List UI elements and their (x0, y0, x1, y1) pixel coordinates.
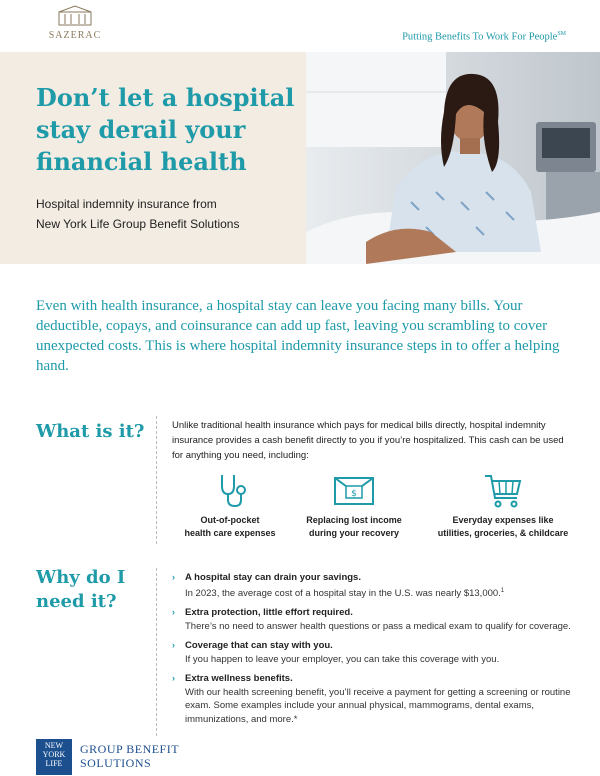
why-item-title: Coverage that can stay with you. (185, 640, 333, 652)
stethoscope-icon (210, 470, 250, 510)
service-mark: SM (557, 31, 566, 37)
chevron-right-icon: › (172, 607, 175, 618)
feature-out-of-pocket (160, 470, 300, 540)
feature-2-line2: during your recovery (308, 528, 400, 538)
shopping-cart-icon (481, 470, 525, 510)
chevron-right-icon: › (172, 640, 175, 651)
chevron-right-icon: › (172, 572, 175, 582)
divider-what (156, 416, 157, 544)
what-heading: What is it? (36, 421, 145, 442)
brand-line2: SOLUTIONS (80, 756, 152, 770)
list-item (172, 606, 572, 633)
hero-subtitle-line1: Hospital indemnity insurance from (36, 197, 217, 211)
feature-lost-income (284, 470, 424, 540)
hero-subtitle-line2: New York Life Group Benefit Solutions (36, 217, 240, 231)
building-emblem-icon (55, 4, 95, 26)
money-envelope-icon (331, 470, 377, 510)
nyl-line3: LIFE (45, 759, 63, 768)
what-body: Unlike traditional health insurance which pays for medical bills directly, hospital indemnity insurance provides a cash benefit directly to you if you’re hospitalized. This cash can be used for anything you need, including: (172, 420, 564, 461)
feature-3-line2: utilities, groceries, & childcare (437, 528, 569, 538)
why-list (172, 571, 572, 732)
why-item-desc: With our health screening benefit, you’ll receive a payment for getting a screening or routine exam. Some examples include your annual physical, mammograms, dental exams, immunizations, and more.* (185, 686, 571, 725)
logo-text: SAZERAC (48, 30, 102, 41)
why-heading (36, 566, 125, 614)
why-item-desc: If you happen to leave your employer, you can take this coverage with you. (185, 653, 500, 665)
tagline-text: Putting Benefits To Work For People (402, 31, 558, 43)
why-item-desc (185, 585, 572, 601)
group-benefit-solutions-wordmark (80, 742, 179, 770)
brand-line1: GROUP BENEFIT (80, 742, 180, 756)
why-item-desc-text: In 2023, the average cost of a hospital stay in the U.S. was nearly $13,000. (185, 587, 501, 599)
feature-1-line2: health care expenses (184, 528, 276, 538)
footnote-ref: 1 (500, 587, 505, 594)
tagline (402, 31, 566, 43)
chevron-right-icon: › (172, 673, 175, 684)
why-item-title: A hospital stay can drain your savings. (185, 572, 361, 583)
sazerac-logo (44, 4, 106, 41)
intro-paragraph: Even with health insurance, a hospital stay can leave you facing many bills. Your deductible, copays, and coinsurance can add up fast, leaving you scrambling to cover unexpected costs. This is where hospital indemnity insurance steps in to offer a helping hand. (36, 298, 560, 374)
list-item (172, 571, 572, 600)
why-heading-line2: need it? (36, 591, 117, 612)
feature-1-line1: Out-of-pocket (200, 515, 260, 525)
why-item-title: Extra wellness benefits. (185, 673, 293, 685)
page-title: Don’t let a hospital stay derail your financial health (36, 83, 295, 176)
hero-photo-patient-in-hospital-bed (306, 52, 600, 264)
feature-3-line1: Everyday expenses like (452, 515, 554, 525)
new-york-life-logo (36, 739, 72, 775)
nyl-line2: YORK (42, 750, 66, 759)
feature-2-line1: Replacing lost income (306, 515, 402, 525)
list-item (172, 672, 572, 726)
hero-subtitle (36, 194, 301, 234)
list-item (172, 639, 572, 666)
why-heading-line1: Why do I (36, 567, 126, 588)
nyl-line1: NEW (44, 741, 64, 750)
feature-everyday-expenses (428, 470, 578, 540)
divider-why (156, 568, 157, 736)
why-item-desc: There’s no need to answer health questions or pass a medical exam to qualify for coverage. (185, 620, 571, 632)
svg-text:$: $ (351, 489, 357, 499)
why-item-title: Extra protection, little effort required. (185, 607, 353, 619)
